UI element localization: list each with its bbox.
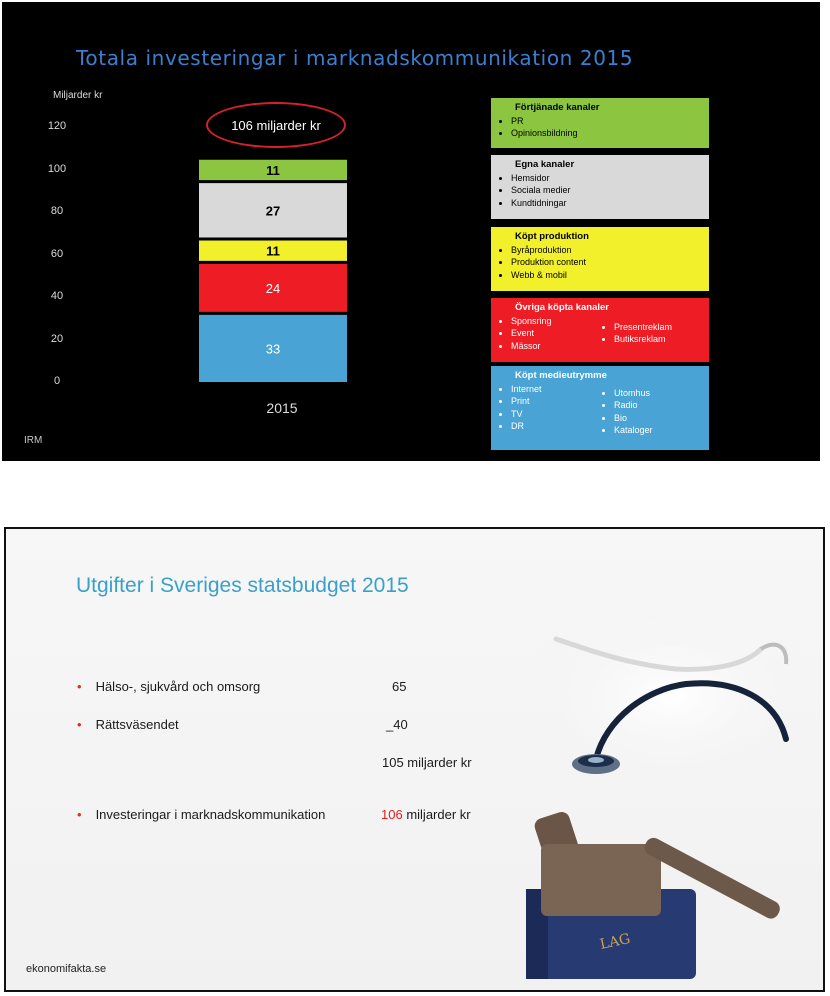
- legend-title: Köpt produktion: [515, 231, 589, 242]
- legend-title: Förtjänade kanaler: [515, 102, 600, 113]
- comparison-number: 106: [381, 807, 403, 822]
- legend-title: Egna kanaler: [515, 159, 575, 170]
- source-label: IRM: [24, 435, 43, 446]
- y-tick-label: 120: [47, 120, 67, 132]
- stethoscope-image: [536, 609, 806, 784]
- legend-item: • Bio: [614, 412, 701, 425]
- investment-slide: [2, 2, 820, 461]
- slide-title: Utgifter i Sveriges statsbudget 2015: [76, 574, 409, 597]
- legend-item: • Hemsidor: [511, 172, 701, 185]
- budget-row-value: 65: [392, 679, 407, 694]
- legend-item: • Print: [511, 395, 598, 408]
- legend-title: Övriga köpta kanaler: [515, 302, 609, 313]
- bullet: •: [77, 717, 82, 732]
- bar-data-label: 11: [266, 162, 280, 178]
- budget-row-label: Hälso-, sjukvård och omsorg: [95, 679, 261, 694]
- comparison-value: [381, 807, 471, 822]
- y-tick-label: 40: [50, 290, 64, 302]
- bar-data-label: 24: [265, 280, 281, 296]
- gavel-book-image: [506, 779, 806, 979]
- budget-row-label: Rättsväsendet: [95, 717, 179, 732]
- legend-item: • TV: [511, 408, 598, 421]
- budget-row-value: _40: [386, 717, 408, 732]
- legend-item: • Mässor: [511, 340, 598, 353]
- y-tick-label: 20: [50, 332, 64, 345]
- legend-item: • Byråproduktion: [511, 244, 701, 257]
- svg-text:LAG: LAG: [598, 930, 632, 953]
- budget-row-health: [77, 679, 260, 694]
- state-budget-slide: [4, 527, 825, 992]
- legend-item: • Event: [511, 327, 598, 340]
- legend-item: • DR: [511, 420, 598, 433]
- budget-sum: 105 miljarder kr: [382, 755, 472, 770]
- legend-item: • Internet: [511, 383, 598, 396]
- comparison-row: [77, 807, 325, 822]
- legend-item: • Webb & mobil: [511, 269, 701, 282]
- legend-item: • Opinionsbildning: [511, 127, 701, 140]
- legend-item: • Butiksreklam: [614, 333, 701, 346]
- legend-item: • Radio: [614, 399, 701, 412]
- y-tick-label: 0: [53, 375, 61, 387]
- legend-item: • Produktion content: [511, 256, 701, 269]
- legend-item: • Kundtidningar: [511, 197, 701, 210]
- legend-item: • PR: [511, 115, 701, 128]
- bullet: •: [77, 679, 82, 694]
- legend-item: • Kataloger: [614, 424, 701, 437]
- legend-bought-production: [491, 227, 709, 291]
- legend-item: • Sociala medier: [511, 184, 701, 197]
- comparison-label: Investeringar i marknadskommunikation: [95, 807, 326, 822]
- bullet: •: [77, 807, 82, 822]
- legend-bought-media-space: [491, 366, 709, 450]
- legend-earned-channels: [491, 98, 709, 148]
- legend-item: • Presentreklam: [614, 321, 701, 334]
- source-label: ekonomifakta.se: [26, 963, 107, 975]
- total-callout: 106 miljarder kr: [206, 102, 346, 148]
- comparison-unit: miljarder kr: [406, 807, 471, 822]
- x-category-label: 2015: [266, 400, 298, 416]
- legend-item: • Sponsring: [511, 315, 598, 328]
- legend-title: Köpt medieutrymme: [515, 370, 607, 381]
- legend-item: • Utomhus: [614, 387, 701, 400]
- bar-data-label: 27: [265, 203, 281, 219]
- budget-row-justice: [77, 717, 179, 732]
- slide-title: Totala investeringar i marknadskommunikation 2015: [76, 46, 634, 70]
- y-tick-label: 60: [50, 247, 64, 260]
- y-tick-label: 80: [50, 205, 64, 217]
- bar-data-label: 33: [265, 341, 281, 357]
- y-tick-label: 100: [47, 162, 67, 175]
- bar-data-label: 11: [266, 243, 280, 259]
- y-axis-unit-label: Miljarder kr: [53, 90, 103, 101]
- legend-other-bought-channels: [491, 298, 709, 362]
- legend-owned-channels: [491, 155, 709, 219]
